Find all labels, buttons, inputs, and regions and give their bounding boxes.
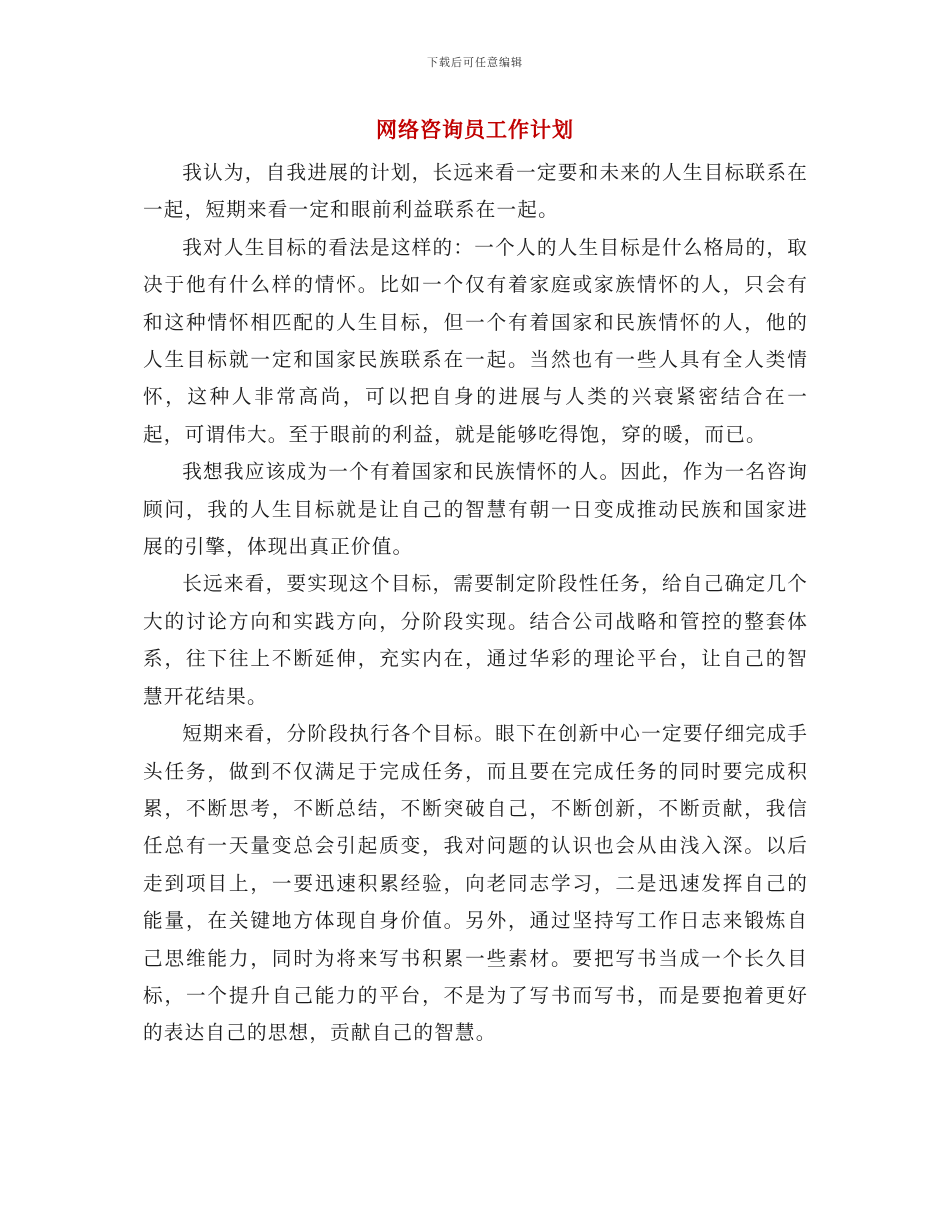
document-body: [143, 154, 808, 1052]
paragraph: 长远来看，要实现这个目标，需要制定阶段性任务，给自己确定几个大的讨论方向和实践方向，分阶段实现。结合公司战略和管控的整套体系，往下往上不断延伸，充实内在，通过华彩的理论平台，让自己的智慧开花结果。: [143, 572, 808, 708]
paragraph: 我对人生目标的看法是这样的：一个人的人生目标是什么格局的，取决于他有什么样的情怀。比如一个仅有着家庭或家族情怀的人，只会有和这种情怀相匹配的人生目标，但一个有着国家和民族情怀的人，他的人生目标就一定和国家民族联系在一起。当然也有一些人具有全人类情怀，这种人非常高尚，可以把自身的进展与人类的兴衰紧密结合在一起，可谓伟大。至于眼前的利益，就是能够吃得饱，穿的暖，而已。: [143, 235, 808, 446]
paragraph: 我认为，自我进展的计划，长远来看一定要和未来的人生目标联系在一起，短期来看一定和眼前利益联系在一起。: [143, 161, 808, 222]
paragraph: 短期来看，分阶段执行各个目标。眼下在创新中心一定要仔细完成手头任务，做到不仅满足于完成任务，而且要在完成任务的同时要完成积累，不断思考，不断总结，不断突破自己，不断创新，不断贡献，我信任总有一天量变总会引起质变，我对问题的认识也会从由浅入深。以后走到项目上，一要迅速积累经验，向老同志学习，二是迅速发挥自己的能量，在关键地方体现自身价值。另外，通过坚持写工作日志来锻炼自己思维能力，同时为将来写书积累一些素材。要把写书当成一个长久目标，一个提升自己能力的平台，不是为了写书而写书，而是要抱着更好的表达自己的思想，贡献自己的智慧。: [143, 722, 808, 1045]
header-note: 下载后可任意编辑: [427, 56, 523, 69]
document-title: 网络咨询员工作计划: [376, 117, 574, 142]
paragraph: 我想我应该成为一个有着国家和民族情怀的人。因此，作为一名咨询顾问，我的人生目标就是让自己的智慧有朝一日变成推动民族和国家进展的引擎，体现出真正价值。: [143, 460, 808, 559]
